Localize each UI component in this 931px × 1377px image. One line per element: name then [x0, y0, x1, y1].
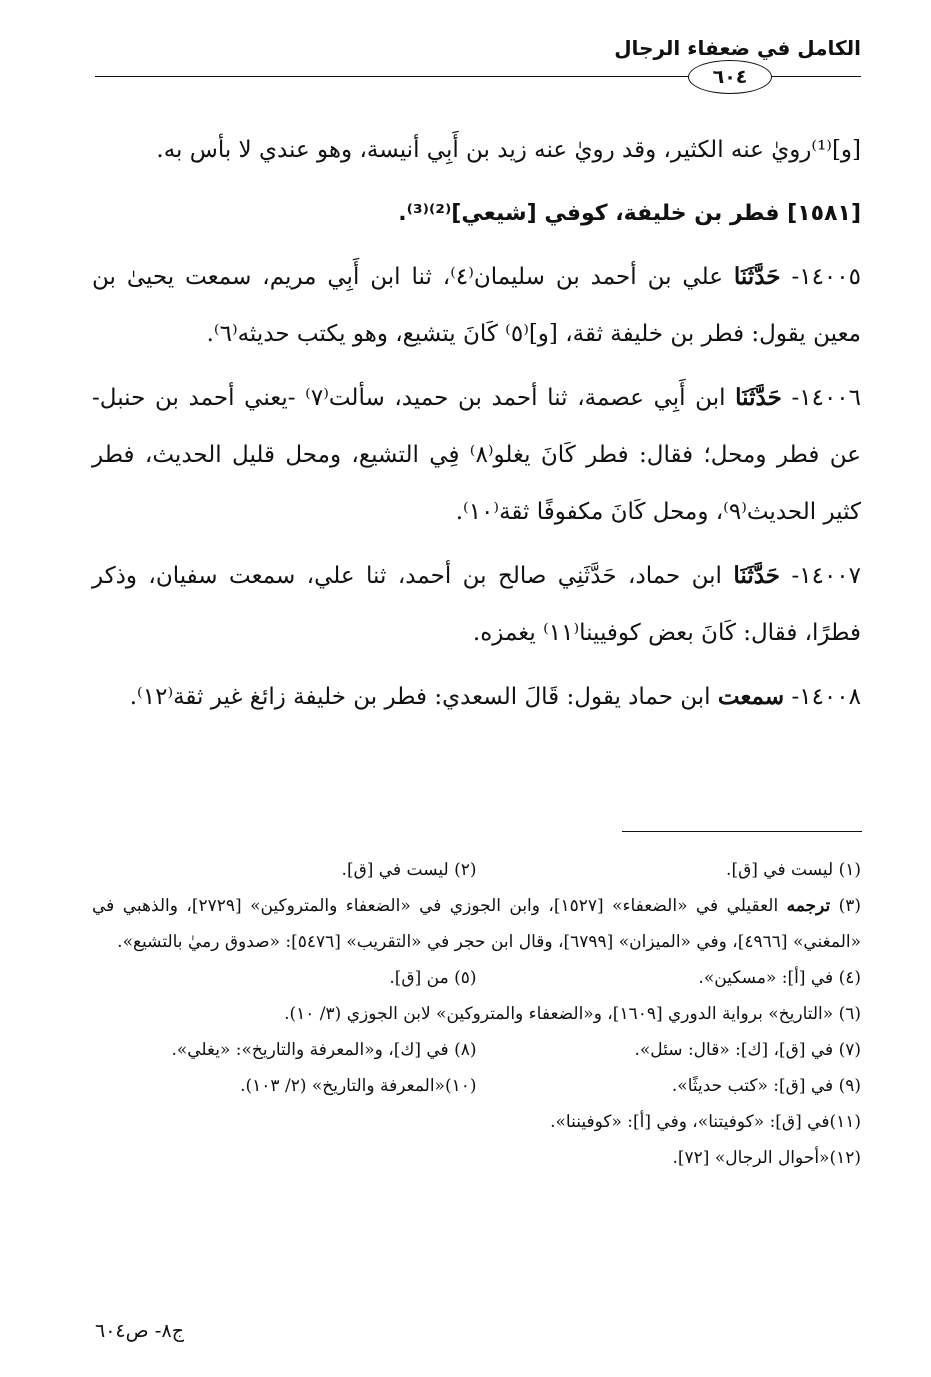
- footnote-row: [92, 1140, 861, 1176]
- page-number: ٦٠٤: [712, 66, 748, 88]
- footnote-3-label: (٣): [838, 896, 861, 916]
- footnotes: [92, 852, 861, 1176]
- footnote-3-text: العقيلي في «الضعفاء» [١٥٢٧]، وابن الجوزي في «الضعفاء والمتروكين» [٢٧٢٩]، والذهبي في «المغني» [٤٩٦٦]، وفي «الميزان» [٦٧٩٩]، وقال ابن حجر في «التقريب» [٥٤٧٦]: «صدوق رميٰ بالتشيع».: [92, 896, 861, 952]
- footnote-separator: [622, 831, 862, 832]
- hadith-number: ١٤٠٠٨-: [791, 684, 861, 710]
- footnote-3: [92, 888, 861, 960]
- footnote-3-keyword: ترجمه: [786, 896, 831, 916]
- hadith-text: علي بن أحمد بن سليمان⁽٤⁾، ثنا ابن أَبِي مريم، سمعت يحيىٰ بن معين يقول: فطر بن خليفة ثقة، [و]⁽٥⁾ كَانَ يتشيع، وهو يكتب حديثه⁽٦⁾.: [92, 264, 861, 347]
- page-number-badge: [688, 60, 772, 94]
- hadith-14005: [92, 248, 861, 363]
- intro-paragraph: [و]⁽¹⁾رويٰ عنه الكثير، وقد رويٰ عنه زيد بن أَبِي أنيسة، وهو عندي لا بأس به.: [156, 137, 861, 163]
- hadith-14008: [92, 668, 861, 726]
- footnote-row: [92, 960, 861, 996]
- hadith-text: ابن حماد يقول: قَالَ السعدي: فطر بن خليفة زائغ غير ثقة⁽١٢⁾.: [129, 684, 711, 710]
- footnote-2: (٢) ليست في [ق].: [341, 860, 477, 880]
- footnote-row: [92, 1068, 861, 1104]
- main-text: [92, 122, 861, 732]
- hadith-14007: [92, 547, 861, 662]
- hadith-text: ابن حماد، حَدَّثَنِي صالح بن أحمد، ثنا علي، سمعت سفيان، وذكر فطرًا، فقال: كَانَ بعض كوفيينا⁽١١⁾ يغمزه.: [92, 563, 861, 646]
- footnote-7: (٧) في [ق]، [ك]: «قال: سئل».: [634, 1040, 861, 1060]
- hadith-keyword: سمعت: [717, 683, 785, 710]
- footnote-11: (١١)في [ق]: «كوفيتنا»، وفي [أ]: «كوفيننا».: [550, 1112, 861, 1132]
- hadith-keyword: حَدَّثَنَا: [733, 263, 781, 290]
- footnote-5: (٥) من [ق].: [389, 968, 477, 988]
- footnote-10: (١٠)«المعرفة والتاريخ» (٢/ ١٠٣).: [240, 1076, 477, 1096]
- hadith-text: ابن أَبِي عصمة، ثنا أحمد بن حميد، سألت⁽٧⁾ -يعني أحمد بن حنبل- عن فطر ومحل؛ فقال: فطر كَانَ يغلو⁽٨⁾ فِي التشيع، ومحل قليل الحديث، فطر كثير الحديث⁽٩⁾، ومحل كَانَ مكفوفًا ثقة⁽١٠⁾.: [92, 385, 861, 525]
- volume-page-reference: ج٨- ص٦٠٤: [95, 1320, 184, 1342]
- footnote-row: [92, 996, 861, 1032]
- hadith-number: ١٤٠٠٧-: [791, 563, 862, 589]
- footnote-1: (١) ليست في [ق].: [726, 860, 861, 880]
- book-title: الكامل في ضعفاء الرجال: [614, 36, 861, 60]
- hadith-number: ١٤٠٠٥-: [791, 264, 861, 290]
- footnote-row: [92, 1032, 861, 1068]
- footnote-9: (٩) في [ق]: «كتب حديثًا».: [671, 1076, 861, 1096]
- hadith-keyword: حَدَّثَنَا: [735, 384, 782, 411]
- hadith-keyword: حَدَّثَنَا: [733, 562, 781, 589]
- hadith-14006: [92, 369, 861, 541]
- footnote-6: (٦) «التاريخ» برواية الدوري [١٦٠٩]، و«الضعفاء والمتروكين» لابن الجوزي (٣/ ١٠).: [284, 1004, 861, 1024]
- hadith-number: ١٤٠٠٦-: [791, 385, 862, 411]
- entry-heading: [١٥٨١] فطر بن خليفة، كوفي [شيعي]⁽²⁾⁽³⁾.: [398, 201, 861, 226]
- footnote-row: [92, 1104, 861, 1140]
- footnote-4: (٤) في [أ]: «مسكين».: [698, 968, 861, 988]
- footnote-8: (٨) في [ك]، و«المعرفة والتاريخ»: «يغلي».: [171, 1040, 477, 1060]
- footnote-row: [92, 852, 861, 888]
- footnote-12: (١٢)«أحوال الرجال» [٧٢].: [672, 1148, 861, 1168]
